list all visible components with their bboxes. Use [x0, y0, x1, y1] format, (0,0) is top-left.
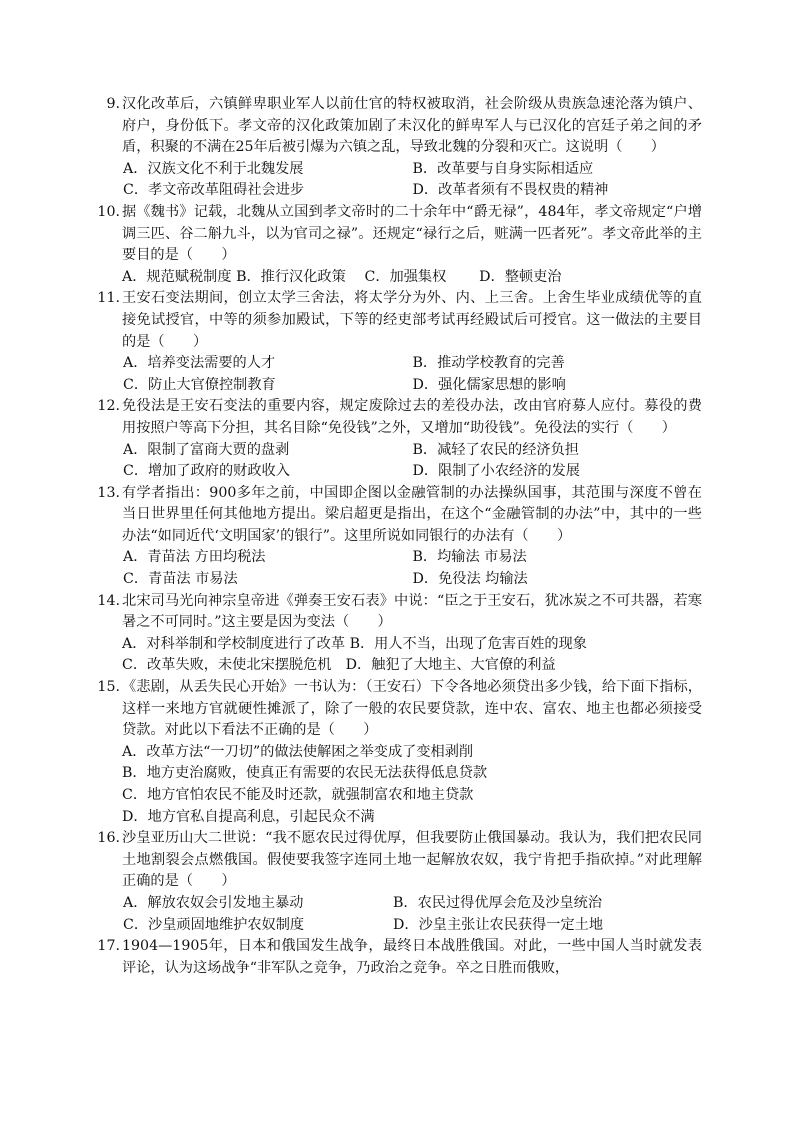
- question-16: [96, 828, 702, 936]
- question-stem: 据《魏书》记载，北魏从立国到孝文帝时的二十余年中“爵无禄”，484年，孝文帝规定“户增调三匹、谷二斛九斗，以为官司之禄”。还规定“禄行之后，赃满一匹者死”。孝文帝此举的主要目的是（ ）: [122, 203, 702, 264]
- question-13: [96, 483, 702, 591]
- question-12: [96, 396, 702, 482]
- option-d: D．免役法 均输法: [412, 571, 528, 588]
- option-d: D．强化儒家思想的影响: [412, 376, 566, 393]
- option-c: C．孝文帝改革阻碍社会进步: [123, 182, 305, 199]
- question-number: 11.: [97, 290, 120, 307]
- options: [122, 353, 702, 396]
- options: [122, 634, 702, 677]
- question-number: 12.: [97, 398, 120, 415]
- question-number: 16.: [97, 830, 120, 847]
- question-stem: 《悲剧，从丢失民心开始》一书认为：（王安石）下令各地必须贷出多少钱，给下面下指标，这样一来地方官就硬性摊派了，除了一般的农民要贷款，连中农、富农、地主也都必须接受贷款。对此以下看法不正确的是（ ）: [122, 679, 702, 739]
- question-number: 17.: [97, 938, 120, 955]
- options: [122, 742, 702, 828]
- question-stem: 北宋司马光向神宗皇帝进《弹奏王安石表》中说：“臣之于王安石，犹冰炭之不可共器，若寒暑之不可同时。”这主要是因为变法（ ）: [122, 592, 702, 631]
- question-15: [96, 677, 702, 828]
- options: [122, 267, 702, 289]
- option-d: D．改革者须有不畏权贵的精神: [412, 182, 609, 199]
- question-number: 14.: [97, 592, 120, 609]
- question-11: [96, 288, 702, 396]
- option-b: B．改革要与自身实际相适应: [412, 160, 594, 177]
- options: [122, 159, 702, 202]
- options: [122, 547, 702, 590]
- options-line-cd: C．改革失败，未使北宋摆脱危机 D．触犯了大地主、大官僚的利益: [122, 657, 556, 674]
- question-9: [96, 94, 702, 202]
- options: [122, 440, 702, 483]
- question-stem: 有学者指出：900多年之前，中国即企图以金融管制的办法操纵国事，其范围与深度不曾在当日世界里任何其他地方提出。梁启超更是指出，在这个“金融管制的办法”中，其中的一些办法“如同近代‘文明国家’的银行”。这里所说如同银行的办法有（ ）: [122, 484, 702, 544]
- option-b: B．减轻了农民的经济负担: [412, 441, 579, 458]
- option-c: C．增加了政府的财政收入: [123, 463, 290, 480]
- question-number: 9.: [106, 96, 120, 112]
- option-d: D．限制了小农经济的发展: [412, 463, 580, 480]
- question-14: [96, 591, 702, 677]
- options: [122, 893, 702, 936]
- option-a: A．青苗法 方田均税法: [123, 549, 266, 566]
- question-17: [96, 936, 702, 979]
- question-stem: 免役法是王安石变法的重要内容，规定废除过去的差役办法，改由官府募人应付。募役的费用按照户等高下分担，其名目除“免役钱”之外，又增加“助役钱”。免役法的实行（ ）: [122, 398, 702, 436]
- question-10: [96, 202, 702, 288]
- exam-page: [96, 94, 702, 979]
- question-stem: 王安石变法期间，创立太学三舍法，将太学分为外、内、上三舍。上舍生毕业成绩优等的直接免试授官，中等的须参加殿试，下等的经吏部考试再经殿试后可授官。这一做法的主要目的是（ ）: [122, 290, 702, 350]
- question-stem: 1904—1905年，日本和俄国发生战争，最终日本战胜俄国。对此，一些中国人当时就发表评论，认为这场战争“非军队之竞争，乃政治之竞争。卒之日胜而俄败，: [122, 938, 702, 976]
- option-c: C．沙皇顽固地维护农奴制度: [123, 916, 305, 933]
- option-a: A．培养变法需要的人才: [123, 355, 276, 372]
- question-stem: 汉化改革后，六镇鲜卑职业军人以前仕官的特权被取消，社会阶级从贵族急速沦落为镇户、府户，身份低下。孝文帝的汉化政策加剧了未汉化的鲜卑军人与已汉化的宫廷子弟之间的矛盾，积聚的不满在25年后被引爆为六镇之乱，导致北魏的分裂和灭亡。这说明（ ）: [122, 96, 702, 156]
- options-line: A．规范赋税制度 B．推行汉化政策 C．加强集权 D．整顿吏治: [122, 268, 562, 285]
- option-b: B．均输法 市易法: [412, 549, 527, 566]
- question-stem: 沙皇亚历山大二世说：“我不愿农民过得优厚，但我要防止俄国暴动。我认为，我们把农民同土地割裂会点燃俄国。假使要我签字连同土地一起解放农奴，我宁肯把手指砍掉。”对此理解正确的是（ ）: [122, 830, 702, 890]
- option-b: B．推动学校教育的完善: [412, 355, 565, 372]
- question-number: 13.: [97, 484, 120, 501]
- option-d: D．沙皇主张让农民获得一定土地: [393, 916, 604, 933]
- option-d: D．地方官私自提高利息，引起民众不满: [122, 808, 375, 825]
- option-c: C．青苗法 市易法: [123, 571, 238, 588]
- question-number: 10.: [97, 203, 120, 220]
- option-a: A．改革方法“一刀切”的做法使解困之举变成了变相剥削: [122, 743, 474, 760]
- option-a: A．限制了富商大贾的盘剥: [123, 441, 290, 458]
- option-b: B．农民过得优厚会危及沙皇统治: [393, 894, 603, 911]
- option-b: B．地方吏治腐败，使真正有需要的农民无法获得低息贷款: [122, 765, 488, 782]
- option-a: A．汉族文化不利于北魏发展: [123, 160, 304, 177]
- question-number: 15.: [97, 679, 120, 696]
- option-c: C．防止大官僚控制教育: [123, 376, 276, 393]
- options-line-ab: A．对科举制和学校制度进行了改革 B．用人不当，出现了危害百姓的现象: [122, 635, 587, 652]
- option-a: A．解放农奴会引发地主暴动: [123, 894, 304, 911]
- option-c: C．地方官怕农民不能及时还款，就强制富农和地主贷款: [122, 787, 474, 803]
